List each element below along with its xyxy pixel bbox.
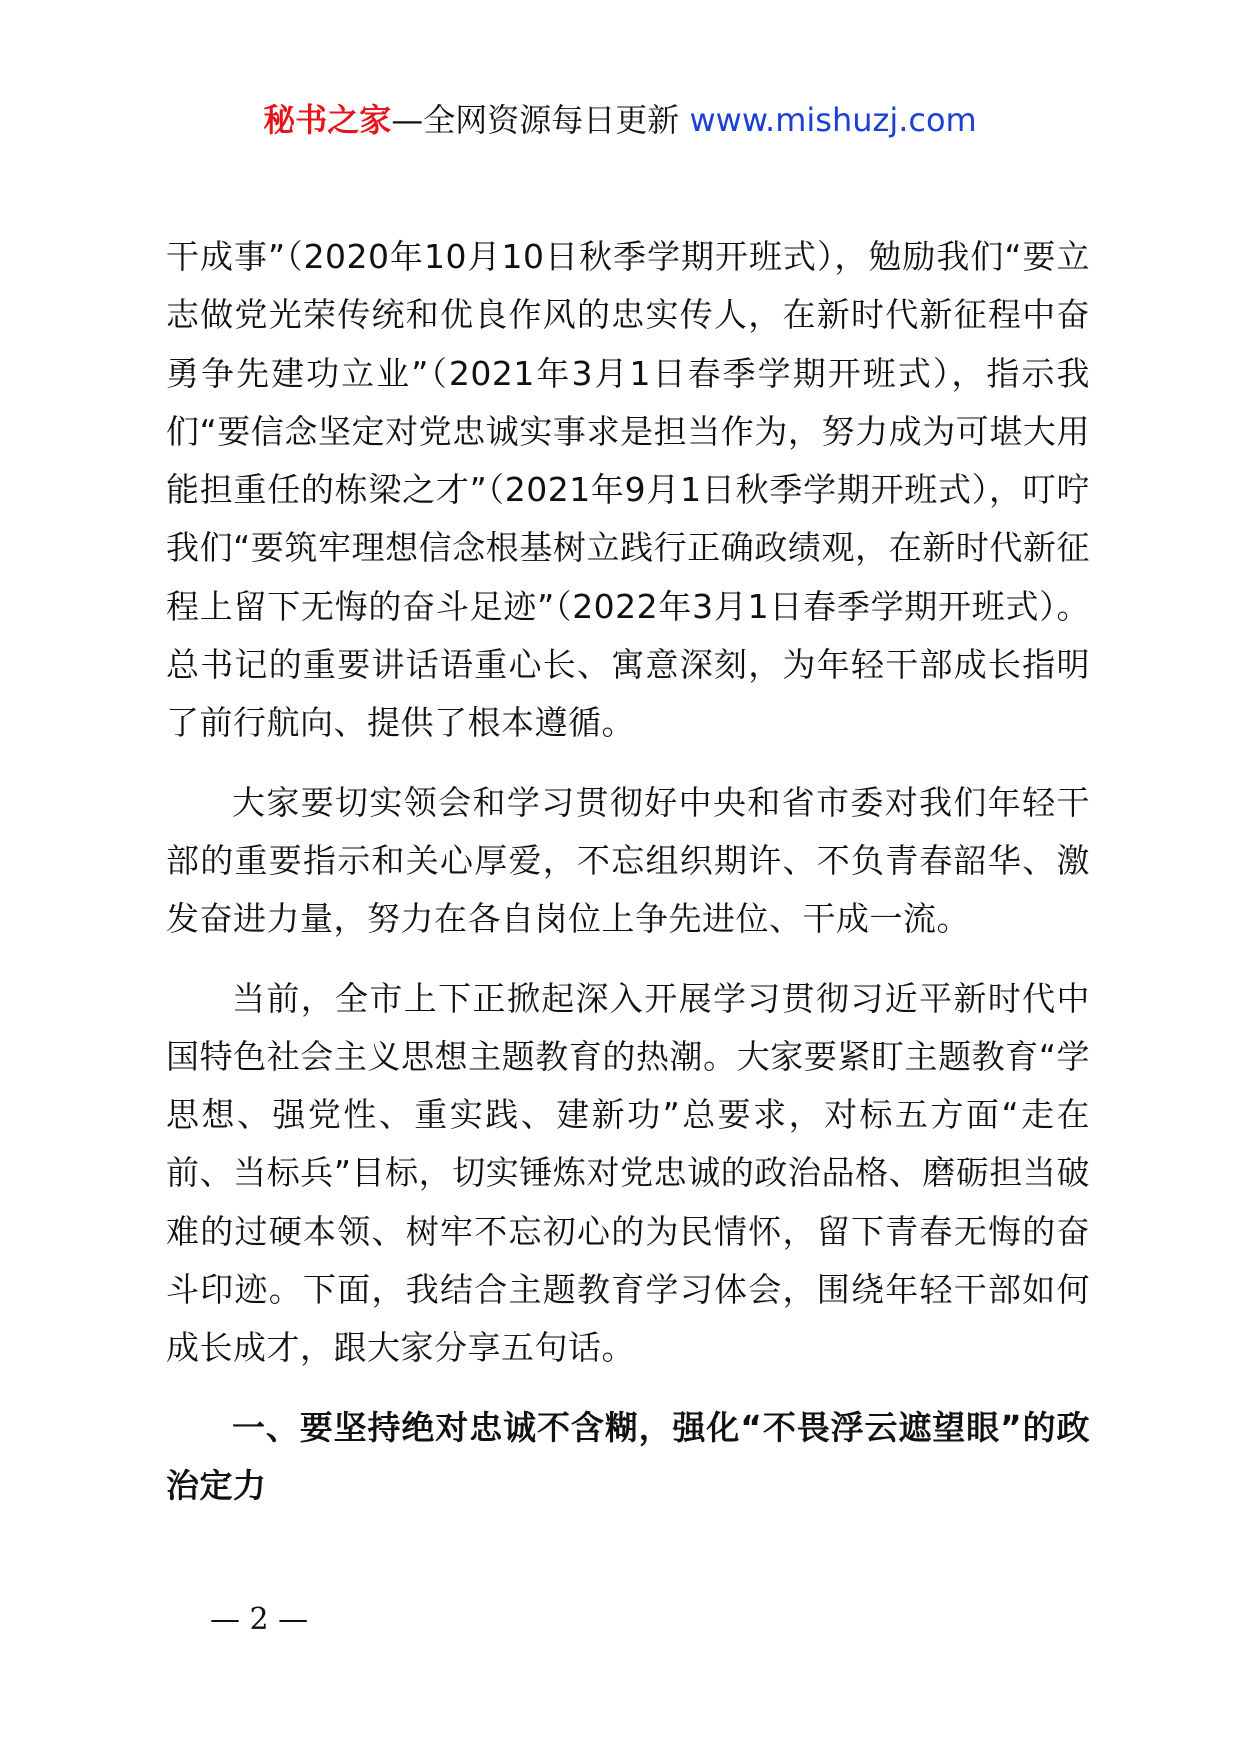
site-watermark-header [0, 98, 1240, 142]
site-url: www.mishuzj.com [689, 101, 977, 139]
document-body [166, 228, 1090, 1515]
paragraph: 大家要切实领会和学习贯彻好中央和省市委对我们年轻干部的重要指示和关心厚爱，不忘组织期许、不负青春韶华、激发奋进力量，努力在各自岗位上争先进位、干成一流。 [166, 782, 1090, 939]
site-slogan: —全网资源每日更新 [391, 101, 690, 139]
section-heading-1: 一、要坚持绝对忠诚不含糊，强化“不畏浮云遮望眼”的政治定力 [166, 1407, 1090, 1505]
paragraph: 当前，全市上下正掀起深入开展学习贯彻习近平新时代中国特色社会主义思想主题教育的热潮。大家要紧盯主题教育“学思想、强党性、重实践、建新功”总要求，对标五方面“走在前、当标兵”目标，切实锤炼对党忠诚的政治品格、磨砺担当破难的过硬本领、树牢不忘初心的为民情怀，留下青春无悔的奋斗印迹。下面，我结合主题教育学习体会，围绕年轻干部如何成长成才，跟大家分享五句话。 [166, 978, 1090, 1368]
paragraph-continuation: 干成事”（2020年10月10日秋季学期开班式），勉励我们“要立志做党光荣传统和优良作风的忠实传人，在新时代新征程中奋勇争先建功立业”（2021年3月1日春季学期开班式），指示我们“要信念坚定对党忠诚实事求是担当作为，努力成为可堪大用能担重任的栋梁之才”（2021年9月1日秋季学期开班式），叮咛我们“要筑牢理想信念根基树立践行正确政绩观，在新时代新征程上留下无悔的奋斗足迹”（2022年3月1日春季学期开班式）。总书记的重要讲话语重心长、寓意深刻，为年轻干部成长指明了前行航向、提供了根本遵循。 [166, 237, 1090, 743]
page-number: — 2 — [210, 1602, 309, 1637]
site-brand: 秘书之家 [263, 101, 392, 139]
